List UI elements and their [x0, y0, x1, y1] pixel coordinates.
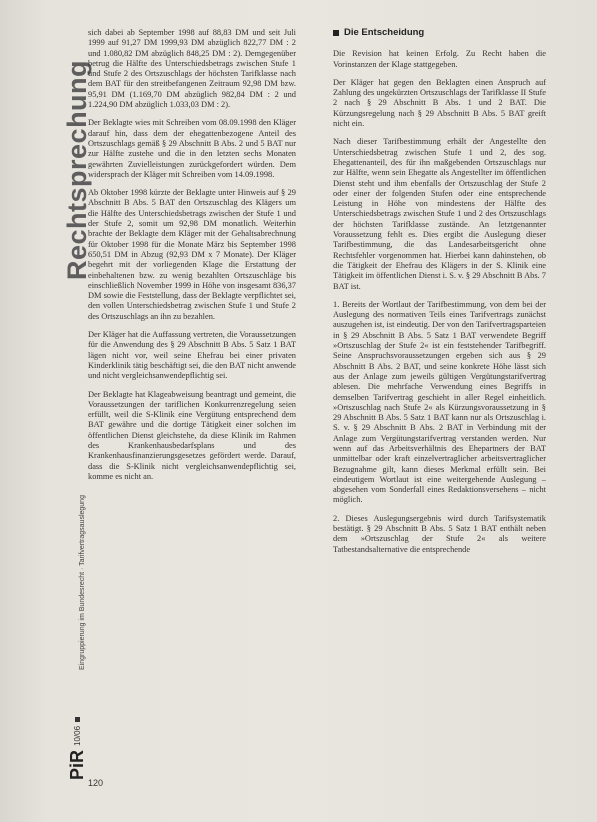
square-bullet-icon	[75, 717, 80, 722]
left-column	[88, 28, 296, 490]
logo-mark: PiR	[66, 749, 87, 780]
running-head-vertical: Eingruppierung im Bundesrecht · Tarifvertragsauslegung	[79, 495, 86, 670]
issue-label: 10/06	[72, 725, 82, 746]
paragraph: sich dabei ab September 1998 auf 88,83 DM und seit Juli 1999 auf 91,27 DM 1999,93 DM abzüglich 822,77 DM : 2 und 1.080,82 DM abzüglich 848,25 DM : 2). Demgegenüber betrug die Hälfte des Unterschiedsbetrags zwischen Stufe 1 und Stufe 2 des Ortszuschlags der höchsten Tarifklasse nach dem BAT für den streitbefangenen Zeitraum 92,98 DM bzw. 95,91 DM (1.169,70 DM abzüglich 982,84 DM : 2 und 1.224,90 DM abzüglich 1.033,03 DM : 2).	[88, 28, 296, 110]
section-title-vertical: Rechtsprechung	[62, 59, 92, 280]
page-number: 120	[88, 778, 104, 788]
section-heading-text: Die Entscheidung	[344, 27, 425, 38]
paragraph: Ab Oktober 1998 kürzte der Beklagte unter Hinweis auf § 29 Abschnitt B Abs. 5 BAT den Ortszuschlag des Klägers um die Hälfte des Unterschiedsbetrags zwischen der Stufe 1 und der Stufe 2, somit um 92,98 DM monatlich. Weiterhin brachte der Beklagte dem Kläger mit der Gehaltsabrechnung für Oktober 1998 für die Monate März bis September 1998 650,51 DM in Abzug (92,93 DM x 7 Monate). Der Kläger begehrt mit der vorliegenden Klage die Erstattung der einbehaltenen bzw. zu wenig bezahlten Ortszuschläge bis einschließlich November 1999 in Höhe von insgesamt 836,37 DM sowie die Feststellung, dass der Beklagte verpflichtet sei, den vollen Unterschiedsbetrag zwischen Stufe 1 und Stufe 2 des Ortszuschlags an ihn zu bezahlen.	[88, 188, 296, 321]
paragraph: Der Beklagte wies mit Schreiben vom 08.09.1998 den Kläger darauf hin, dass dem der ehegattenbezogene Anteil des Ortszuschlags gemäß § 29 Abschnitt B Abs. 2 und 5 BAT nur zur Hälfte zustehe und die in den letzten sechs Monaten gewährten Zuvielleistungen zurückgefordert würden. Dem widersprach der Kläger mit Schreiben vom 14.09.1998.	[88, 118, 296, 179]
page-sidebar	[0, 0, 92, 822]
paragraph: Die Revision hat keinen Erfolg. Zu Recht haben die Vorinstanzen der Klage stattgegeben.	[333, 49, 546, 69]
section-heading	[333, 28, 546, 38]
paragraph: Der Kläger hat die Auffassung vertreten, die Voraussetzungen für die Anwendung des § 29 Abschnitt B Abs. 5 Satz 1 BAT lägen nicht vor, weil seine Ehefrau bei einer privaten Kinderklinik tätig beschäftigt sei, die den BAT nicht anwende und nicht vergleichsanwendepflichtig sei.	[88, 330, 296, 381]
journal-logo	[64, 680, 90, 780]
paragraph: 1. Bereits der Wortlaut der Tarifbestimmung, von dem bei der Auslegung des normativen Teils eines Tarifvertrags zunächst auszugehen ist, ist eindeutig. Der von den Tarifvertragsparteien in § 29 Abschnitt B Abs. 5 Satz 1 BAT verwendete Begriff »Ortszuschlag der Stufe 2« ist ein feststehender Tarifbegriff. Seine Anspruchsvoraussetzungen ergeben sich aus § 29 Abschnitt B Abs. 2 BAT, und seine konkrete Höhe lässt sich aus der Anlage zum jeweils gültigen Vergütungstarifvertrag ablesen. Die mehrfache Verwendung eines Begriffs in demselben Tarifvertrag geschieht in aller Regel einheitlich. »Ortszuschlag nach Stufe 2« als Kürzungsvoraussetzung in § 29 Abschnitt B Abs. 5 Satz 1 BAT kann nur als Ortszuschlag i. S. v. § 29 Abschnitt B Abs. 2 BAT in Verbindung mit der Anlage zum Vergütungstarifvertrag verstanden werden. Nur wenn auf das Arbeitsverhältnis des Ehepartners der BAT unmittelbar oder kraft einzelvertraglicher arbeitsvertraglicher Bezugnahme gilt, kann dieses Merkmal erfüllt sein. Bei eindeutigem Wortlaut ist eine weitergehende Auslegung – abgesehen vom Sonderfall eines Redaktionsversehens – nicht möglich.	[333, 299, 546, 505]
square-bullet-icon	[333, 30, 339, 36]
paragraph: Der Beklagte hat Klageabweisung beantragt und gemeint, die Voraussetzungen der tariflichen Konkurrenzregelung seien erfüllt, weil die S-Klinik eine Vergütung entsprechend dem BAT gewähre und die dortige Tätigkeit einer solchen im öffentlichen Dienst gleichstehe, da diese Klinik im Rahmen des Krankenhausbedarfsplans und des Krankenhausfinanzierungsgesetzes gefördert werde. Darauf, dass die S-Klinik nicht vergleichsanwendepflichtig sei, komme es nicht an.	[88, 389, 296, 481]
paragraph: Nach dieser Tarifbestimmung erhält der Angestellte den Unterschiedsbetrag zwischen Stufe 1 und 2, des sog. Ehegattenanteil, des für ihn maßgebenden Ortszuschlags nur zur Hälfte, wenn sein Ehegatte als Angestellter im öffentlichen Dienst steht und ihm ebenfalls der Ortszuschlag der Stufe 2 oder einer der folgenden Stufen oder eine entsprechende Leistung in Höhe von mindestens der Hälfte des Unterschiedsbetrags zwischen Stufe 1 und 2 des Ortszuschlags der höchsten Tarifklasse zustände. An letztgenannter Voraussetzung fehlt es. Dies ergibt die Auslegung dieser Tarifbestimmung, die das Landesarbeitsgericht ohne Rechtsfehler vorgenommen hat. Hierbei kann dahinstehen, ob die Tätigkeit der Ehefrau des Klägers in der S. Klinik eine Tätigkeit im öffentlichen Dienst i. S. v. § 29 Abschnitt B Abs. 7 BAT ist.	[333, 137, 546, 291]
paragraph: Der Kläger hat gegen den Beklagten einen Anspruch auf Zahlung des ungekürzten Ortszuschlags der Tarifklasse II Stufe 2 nach § 29 Abschnitt B Abs. 1 und 2 BAT. Die Kürzungsregelung nach § 29 Abschnitt B Abs. 5 BAT greift nicht ein.	[333, 77, 546, 129]
paragraph: 2. Dieses Auslegungsergebnis wird durch Tarifsystematik bestätigt. § 29 Abschnitt B Abs. 5 Satz 1 BAT enthält neben dem »Ortszuschlag der Stufe 2« als weitere Tatbestandsalternative die entsprechende	[333, 513, 546, 554]
right-column	[333, 28, 546, 563]
